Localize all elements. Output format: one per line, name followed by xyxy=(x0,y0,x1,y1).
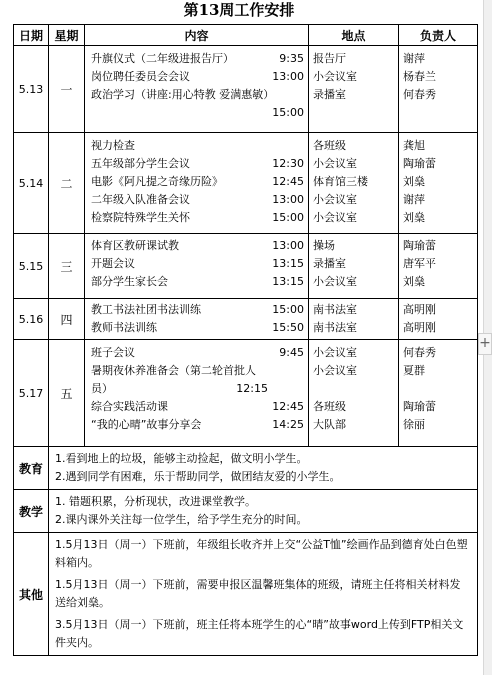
schedule-item: 开题会议 13:15 xyxy=(91,257,304,270)
header-person: 负责人 xyxy=(399,25,478,46)
person-cell xyxy=(399,340,478,447)
location-item: 南书法室 xyxy=(313,321,357,334)
location-item: 体育馆三楼 xyxy=(313,175,368,188)
date-cell: 5.13 xyxy=(14,46,49,133)
header-location: 地点 xyxy=(309,25,399,46)
location-item: 录播室 xyxy=(313,88,346,101)
person-cell xyxy=(399,234,478,299)
section-label: 其他 xyxy=(14,533,49,656)
weekday-cell: 五 xyxy=(49,340,85,447)
section-label: 教育 xyxy=(14,447,49,490)
person-item: 杨春兰 xyxy=(403,70,436,83)
section-label: 教学 xyxy=(14,490,49,533)
schedule-item: 岗位聘任委员会会议 13:00 xyxy=(91,70,304,83)
person-cell xyxy=(399,133,478,234)
location-item: 小会议室 xyxy=(313,193,357,206)
note-item: 1.看到地上的垃圾，能够主动捡起，做文明小学生。 xyxy=(55,452,308,465)
person-item: 陶瑜蕾 xyxy=(403,239,436,252)
date-cell: 5.14 xyxy=(14,133,49,234)
person-item: 高明刚 xyxy=(403,303,436,316)
schedule-item: 电影《阿凡提之奇缘历险》 12:45 xyxy=(91,175,304,188)
location-item: 小会议室 xyxy=(313,346,357,359)
location-cell xyxy=(309,133,399,234)
section-teaching xyxy=(14,490,478,533)
person-cell xyxy=(399,46,478,133)
schedule-item: 视力检查 xyxy=(91,139,135,152)
person-item: 刘燊 xyxy=(403,211,425,224)
location-cell xyxy=(309,46,399,133)
content-cell xyxy=(85,299,309,340)
location-item: 小会议室 xyxy=(313,70,357,83)
note-item: 2.遇到同学有困难，乐于帮助同学，做团结友爱的小学生。 xyxy=(55,470,341,483)
location-item: 报告厅 xyxy=(313,52,346,65)
weekday-cell: 三 xyxy=(49,234,85,299)
weekday-cell: 二 xyxy=(49,133,85,234)
section-notes xyxy=(49,447,478,490)
location-item: 操场 xyxy=(313,239,335,252)
section-notes xyxy=(49,533,478,656)
date-cell: 5.15 xyxy=(14,234,49,299)
schedule-item: 综合实践活动课 12:45 xyxy=(91,400,304,413)
person-item: 夏群 xyxy=(403,364,425,377)
date-cell: 5.16 xyxy=(14,299,49,340)
person-item: 陶瑜蕾 xyxy=(403,157,436,170)
schedule-item: 员） 12:15 xyxy=(91,382,268,395)
person-item: 唐军平 xyxy=(403,257,436,270)
note-item: 2.课内课外关注每一位学生，给予学生充分的时间。 xyxy=(55,513,308,526)
location-item: 录播室 xyxy=(313,257,346,270)
date-cell: 5.17 xyxy=(14,340,49,447)
schedule-item: 班子会议 9:45 xyxy=(91,346,304,359)
weekday-cell: 四 xyxy=(49,299,85,340)
note-item: 3.5月13日（周一）下班前，班主任将本班学生的心“晴”故事word上传到FTP相关文件夹内。 xyxy=(55,618,464,649)
schedule-item: 部分学生家长会 13:15 xyxy=(91,275,304,288)
schedule-table xyxy=(13,24,478,656)
person-item: 刘燊 xyxy=(403,275,425,288)
location-item: 小会议室 xyxy=(313,364,357,377)
location-item: 各班级 xyxy=(313,139,346,152)
schedule-item: 检察院特殊学生关怀 15:00 xyxy=(91,211,304,224)
note-item: 1.5月13日（周一）下班前，需要申报区温馨班集体的班级，请班主任将相关材料发送给刘燊。 xyxy=(55,578,461,609)
person-item: 何春秀 xyxy=(403,88,436,101)
schedule-item: “我的心晴”故事分享会 14:25 xyxy=(91,418,304,431)
note-item: 1. 错题积累，分析现状，改进课堂教学。 xyxy=(55,495,256,508)
person-item: 谢萍 xyxy=(403,193,425,206)
day-row-wednesday xyxy=(14,234,478,299)
content-cell xyxy=(85,234,309,299)
schedule-item: 教师书法训练 15:50 xyxy=(91,321,304,334)
section-other xyxy=(14,533,478,656)
day-row-friday xyxy=(14,340,478,447)
person-item: 何春秀 xyxy=(403,346,436,359)
person-item: 谢萍 xyxy=(403,52,425,65)
day-row-tuesday xyxy=(14,133,478,234)
location-item: 小会议室 xyxy=(313,211,357,224)
content-cell xyxy=(85,133,309,234)
content-cell xyxy=(85,46,309,133)
location-cell xyxy=(309,299,399,340)
header-content: 内容 xyxy=(85,25,309,46)
schedule-item: 五年级部分学生会议 12:30 xyxy=(91,157,304,170)
plus-icon[interactable]: + xyxy=(478,333,492,355)
location-item: 小会议室 xyxy=(313,157,357,170)
person-item: 高明刚 xyxy=(403,321,436,334)
schedule-item: 政治学习（讲座:用心特教 爱满惠敏） xyxy=(91,88,275,101)
page-title: 第13周工作安排 xyxy=(183,1,295,19)
section-notes xyxy=(49,490,478,533)
person-item: 徐丽 xyxy=(403,418,425,431)
day-row-monday xyxy=(14,46,478,133)
location-cell xyxy=(309,234,399,299)
person-item: 陶瑜蕾 xyxy=(403,400,436,413)
schedule-item: 二年级入队准备会议 13:00 xyxy=(91,193,304,206)
person-item: 龚旭 xyxy=(403,139,425,152)
person-item: 刘燊 xyxy=(403,175,425,188)
location-item: 南书法室 xyxy=(313,303,357,316)
location-item: 小会议室 xyxy=(313,275,357,288)
weekday-cell: 一 xyxy=(49,46,85,133)
section-education xyxy=(14,447,478,490)
content-cell xyxy=(85,340,309,447)
person-cell xyxy=(399,299,478,340)
day-row-thursday xyxy=(14,299,478,340)
header-row xyxy=(14,25,478,46)
schedule-item: 升旗仪式（二年级进报告厅） 9:35 xyxy=(91,52,304,65)
location-cell xyxy=(309,340,399,447)
schedule-item: 体育区教研课试教 13:00 xyxy=(91,239,304,252)
schedule-time: 15:00 xyxy=(272,106,304,119)
header-day: 星期 xyxy=(49,25,85,46)
location-item: 大队部 xyxy=(313,418,346,431)
schedule-item: 暑期夜休养准备会（第二轮首批人 xyxy=(91,364,256,377)
schedule-item: 教工书法社团书法训练 15:00 xyxy=(91,303,304,316)
location-item: 各班级 xyxy=(313,400,346,413)
header-date: 日期 xyxy=(14,25,49,46)
note-item: 1.5月13日（周一）下班前，年级组长收齐并上交“公益T恤”绘画作品到德育处白色塑料箱内。 xyxy=(55,538,468,569)
